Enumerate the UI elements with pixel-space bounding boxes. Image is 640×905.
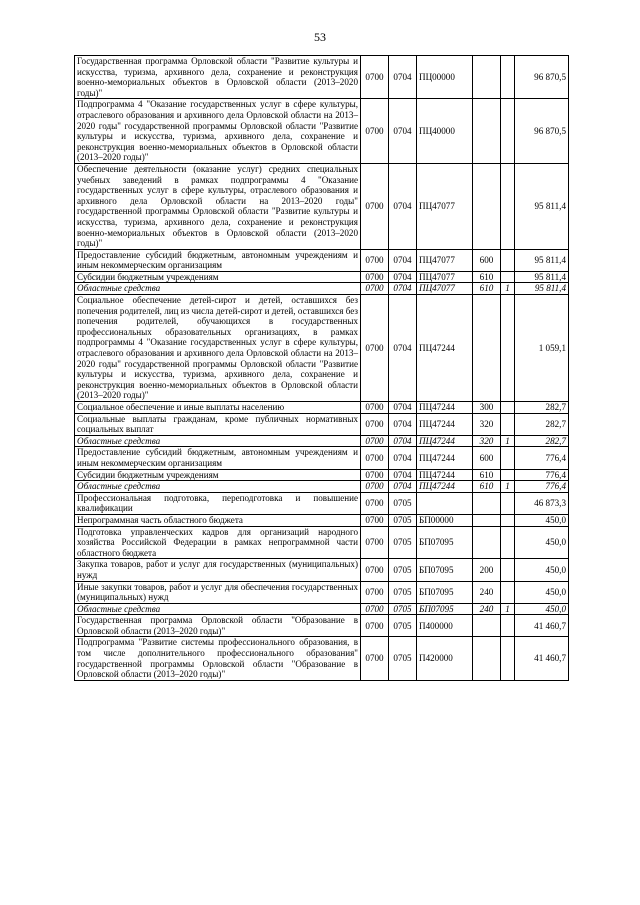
funding-source-code [501, 514, 515, 526]
funding-source-code [501, 163, 515, 249]
table-row [75, 271, 569, 283]
target-article-code: ПЦ47077 [417, 271, 473, 283]
amount-value: 282,7 [515, 413, 569, 435]
subsection-code: 0705 [389, 526, 417, 559]
table-row [75, 402, 569, 414]
target-article-code: БП07095 [417, 526, 473, 559]
subsection-code: 0704 [389, 435, 417, 447]
target-article-code: ПЦ47244 [417, 402, 473, 414]
table-row [75, 615, 569, 637]
table-row [75, 637, 569, 680]
budget-item-name: Социальное обеспечение детей-сирот и детей, оставшихся без попечения родителей, лиц из числа детей-сирот и детей, оставшихся без попечения родителей, обучающихся в государственных профессиональных образовательных организациях, в рамках подпрограммы 4 "Оказание государственных услуг в сфере культуры, отраслевого образования и архивного дела Орловской области на 2013–2020 годы" государственной программы Орловской области "Развитие культуры и искусства, туризма, архивного дела, сохранение и реконструкция военно-мемориальных объектов в Орловской области (2013–2020 годы)" [75, 295, 361, 402]
target-article-code: П400000 [417, 615, 473, 637]
table-row [75, 56, 569, 99]
funding-source-code [501, 413, 515, 435]
amount-value: 282,7 [515, 402, 569, 414]
subsection-code: 0704 [389, 163, 417, 249]
target-article-code: ПЦ47244 [417, 469, 473, 481]
expense-type-code [473, 99, 501, 164]
expense-type-code: 240 [473, 603, 501, 615]
subsection-code: 0704 [389, 469, 417, 481]
target-article-code: ПЦ47244 [417, 413, 473, 435]
expense-type-code: 610 [473, 481, 501, 493]
subsection-code: 0704 [389, 481, 417, 493]
expense-type-code: 320 [473, 413, 501, 435]
expense-type-code [473, 492, 501, 514]
section-code: 0700 [361, 447, 389, 469]
target-article-code: БП00000 [417, 514, 473, 526]
subsection-code: 0704 [389, 283, 417, 295]
budget-item-name: Профессиональная подготовка, переподготовка и повышение квалификации [75, 492, 361, 514]
funding-source-code [501, 637, 515, 680]
target-article-code: БП07095 [417, 559, 473, 581]
expense-type-code: 200 [473, 559, 501, 581]
amount-value: 450,0 [515, 514, 569, 526]
expense-type-code: 240 [473, 581, 501, 603]
funding-source-code: 1 [501, 435, 515, 447]
expense-type-code [473, 615, 501, 637]
amount-value: 41 460,7 [515, 615, 569, 637]
expense-type-code [473, 637, 501, 680]
table-row [75, 603, 569, 615]
funding-source-code [501, 559, 515, 581]
amount-value: 95 811,4 [515, 283, 569, 295]
expense-type-code: 610 [473, 271, 501, 283]
budget-item-name: Непрограммная часть областного бюджета [75, 514, 361, 526]
expense-type-code: 610 [473, 283, 501, 295]
expense-type-code: 300 [473, 402, 501, 414]
section-code: 0700 [361, 581, 389, 603]
funding-source-code [501, 526, 515, 559]
budget-item-name: Предоставление субсидий бюджетным, автономным учреждениям и иным некоммерческим организациям [75, 249, 361, 271]
expense-type-code: 320 [473, 435, 501, 447]
table-row [75, 447, 569, 469]
amount-value: 95 811,4 [515, 249, 569, 271]
table-row [75, 163, 569, 249]
amount-value: 96 870,5 [515, 56, 569, 99]
subsection-code: 0705 [389, 581, 417, 603]
section-code: 0700 [361, 481, 389, 493]
funding-source-code [501, 402, 515, 414]
budget-item-name: Подготовка управленческих кадров для организаций народного хозяйства Российской Федерации в рамках непрограммной части областного бюджета [75, 526, 361, 559]
amount-value: 776,4 [515, 481, 569, 493]
budget-item-name: Областные средства [75, 283, 361, 295]
target-article-code [417, 492, 473, 514]
table-row [75, 469, 569, 481]
budget-item-name: Государственная программа Орловской области "Развитие культуры и искусства, туризма, архивного дела, сохранение и реконструкция военно-мемориальных объектов в Орловской области (2013–2020 годы)" [75, 56, 361, 99]
section-code: 0700 [361, 526, 389, 559]
expense-type-code [473, 56, 501, 99]
funding-source-code [501, 295, 515, 402]
section-code: 0700 [361, 637, 389, 680]
table-body [75, 56, 569, 681]
budget-item-name: Обеспечение деятельности (оказание услуг) средних специальных учебных заведений в рамках подпрограммы 4 "Оказание государственных услуг в сфере культуры, отраслевого образования и архивного дела Орловской области на 2013–2020 годы" государственной программы Орловской области "Развитие культуры и искусства, туризма, архивного дела, сохранение и реконструкция военно-мемориальных объектов в Орловской области (2013–2020 годы)" [75, 163, 361, 249]
subsection-code: 0704 [389, 56, 417, 99]
funding-source-code [501, 99, 515, 164]
section-code: 0700 [361, 249, 389, 271]
section-code: 0700 [361, 56, 389, 99]
funding-source-code: 1 [501, 481, 515, 493]
budget-item-name: Иные закупки товаров, работ и услуг для обеспечения государственных (муниципальных) нужд [75, 581, 361, 603]
section-code: 0700 [361, 402, 389, 414]
budget-item-name: Закупка товаров, работ и услуг для государственных (муниципальных) нужд [75, 559, 361, 581]
amount-value: 450,0 [515, 581, 569, 603]
budget-item-name: Субсидии бюджетным учреждениям [75, 469, 361, 481]
table-row [75, 559, 569, 581]
subsection-code: 0704 [389, 413, 417, 435]
expense-type-code [473, 526, 501, 559]
expense-type-code [473, 163, 501, 249]
budget-item-name: Областные средства [75, 435, 361, 447]
page-number: 53 [314, 30, 326, 44]
table-row [75, 283, 569, 295]
amount-value: 96 870,5 [515, 99, 569, 164]
section-code: 0700 [361, 271, 389, 283]
budget-item-name: Предоставление субсидий бюджетным, автономным учреждениям и иным некоммерческим организациям [75, 447, 361, 469]
section-code: 0700 [361, 283, 389, 295]
section-code: 0700 [361, 295, 389, 402]
table-row [75, 249, 569, 271]
subsection-code: 0705 [389, 603, 417, 615]
budget-item-name: Социальное обеспечение и иные выплаты населению [75, 402, 361, 414]
table-row [75, 526, 569, 559]
subsection-code: 0705 [389, 559, 417, 581]
budget-item-name: Подпрограмма "Развитие системы профессионального образования, в том числе дополнительного профессионального образования" государственной программы Орловской области "Образование в Орловской области (2013–2020 годы)" [75, 637, 361, 680]
target-article-code: ПЦ40000 [417, 99, 473, 164]
section-code: 0700 [361, 435, 389, 447]
funding-source-code: 1 [501, 283, 515, 295]
target-article-code: БП07095 [417, 581, 473, 603]
subsection-code: 0704 [389, 402, 417, 414]
amount-value: 46 873,3 [515, 492, 569, 514]
section-code: 0700 [361, 469, 389, 481]
section-code: 0700 [361, 163, 389, 249]
table-row [75, 492, 569, 514]
target-article-code: ПЦ47244 [417, 295, 473, 402]
target-article-code: ПЦ47244 [417, 481, 473, 493]
table-row [75, 514, 569, 526]
expense-type-code: 600 [473, 447, 501, 469]
subsection-code: 0705 [389, 615, 417, 637]
subsection-code: 0705 [389, 492, 417, 514]
expense-type-code [473, 514, 501, 526]
expense-type-code: 600 [473, 249, 501, 271]
amount-value: 776,4 [515, 447, 569, 469]
amount-value: 95 811,4 [515, 271, 569, 283]
funding-source-code [501, 249, 515, 271]
budget-item-name: Областные средства [75, 481, 361, 493]
section-code: 0700 [361, 413, 389, 435]
funding-source-code [501, 271, 515, 283]
table-row [75, 581, 569, 603]
amount-value: 450,0 [515, 559, 569, 581]
amount-value: 450,0 [515, 526, 569, 559]
table-row [75, 295, 569, 402]
amount-value: 41 460,7 [515, 637, 569, 680]
table-row [75, 435, 569, 447]
section-code: 0700 [361, 603, 389, 615]
budget-item-name: Областные средства [75, 603, 361, 615]
subsection-code: 0704 [389, 447, 417, 469]
funding-source-code: 1 [501, 603, 515, 615]
target-article-code: ПЦ47244 [417, 447, 473, 469]
funding-source-code [501, 447, 515, 469]
section-code: 0700 [361, 492, 389, 514]
target-article-code: ПЦ00000 [417, 56, 473, 99]
amount-value: 1 059,1 [515, 295, 569, 402]
table-row [75, 99, 569, 164]
budget-item-name: Государственная программа Орловской области "Образование в Орловской области (2013–2020 годы)" [75, 615, 361, 637]
funding-source-code [501, 492, 515, 514]
budget-item-name: Подпрограмма 4 "Оказание государственных услуг в сфере культуры, отраслевого образования и архивного дела Орловской области на 2013–2020 годы" государственной программы Орловской области "Развитие культуры и искусства, туризма, архивного дела, сохранение и реконструкция военно-мемориальных объектов в Орловской области (2013–2020 годы)" [75, 99, 361, 164]
target-article-code: ПЦ47077 [417, 249, 473, 271]
funding-source-code [501, 56, 515, 99]
subsection-code: 0704 [389, 249, 417, 271]
amount-value: 95 811,4 [515, 163, 569, 249]
funding-source-code [501, 581, 515, 603]
subsection-code: 0704 [389, 99, 417, 164]
budget-item-name: Социальные выплаты гражданам, кроме публичных нормативных социальных выплат [75, 413, 361, 435]
section-code: 0700 [361, 615, 389, 637]
subsection-code: 0704 [389, 295, 417, 402]
funding-source-code [501, 615, 515, 637]
subsection-code: 0705 [389, 637, 417, 680]
expense-type-code [473, 295, 501, 402]
funding-source-code [501, 469, 515, 481]
target-article-code: ПЦ47077 [417, 163, 473, 249]
amount-value: 450,0 [515, 603, 569, 615]
table-row [75, 413, 569, 435]
table-row [75, 481, 569, 493]
budget-item-name: Субсидии бюджетным учреждениям [75, 271, 361, 283]
subsection-code: 0705 [389, 514, 417, 526]
amount-value: 282,7 [515, 435, 569, 447]
target-article-code: ПЦ47244 [417, 435, 473, 447]
expense-type-code: 610 [473, 469, 501, 481]
target-article-code: БП07095 [417, 603, 473, 615]
section-code: 0700 [361, 559, 389, 581]
subsection-code: 0704 [389, 271, 417, 283]
budget-table [74, 55, 569, 681]
target-article-code: ПЦ47077 [417, 283, 473, 295]
target-article-code: П420000 [417, 637, 473, 680]
section-code: 0700 [361, 99, 389, 164]
amount-value: 776,4 [515, 469, 569, 481]
section-code: 0700 [361, 514, 389, 526]
